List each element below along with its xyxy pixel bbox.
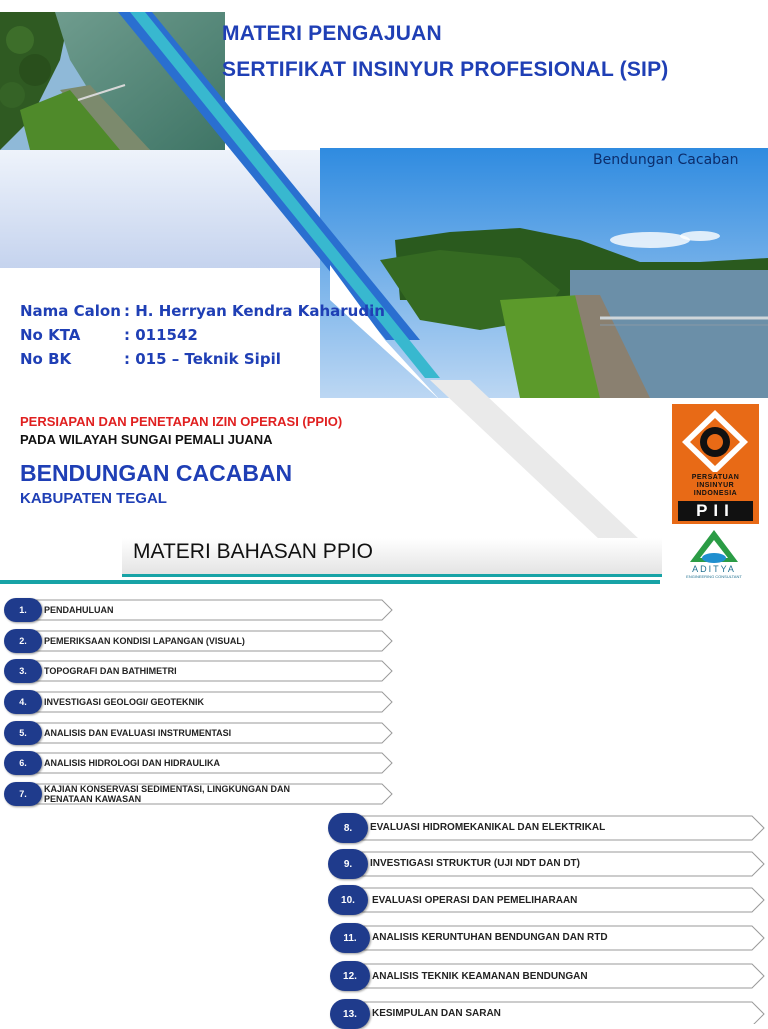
list-number: 10. xyxy=(328,885,368,915)
bk-label: No BK xyxy=(20,350,72,368)
list-item: EVALUASI HIDROMEKANIKAL DAN ELEKTRIKAL xyxy=(370,822,606,833)
list-item-line2: PENATAAN KAWASAN xyxy=(44,794,142,804)
aditya-brand: ADITYA xyxy=(692,564,736,574)
list-item: ANALISIS TEKNIK KEAMANAN BENDUNGAN xyxy=(372,971,588,982)
list-item: KAJIAN KONSERVASI SEDIMENTASI, LINGKUNGAN DAN xyxy=(44,784,291,794)
bk-value: : 015 – Teknik Sipil xyxy=(124,350,281,368)
list-number: 13. xyxy=(330,999,370,1029)
section-title: MATERI BAHASAN PPIO xyxy=(133,540,373,563)
list-item: KESIMPULAN DAN SARAN xyxy=(372,1008,501,1019)
list-number: 2. xyxy=(4,629,42,653)
aditya-brand-sub: ENGINEERING CONSULTANT xyxy=(686,574,742,579)
list-number: 12. xyxy=(330,961,370,991)
list-item: PEMERIKSAAN KONDISI LAPANGAN (VISUAL) xyxy=(44,636,245,646)
list-item: PENDAHULUAN xyxy=(44,605,114,615)
list-number: 7. xyxy=(4,782,42,806)
list-number: 4. xyxy=(4,690,42,714)
regency: KABUPATEN TEGAL xyxy=(20,490,167,507)
list-number: 9. xyxy=(328,849,368,879)
pii-line2: INSINYUR xyxy=(696,482,735,489)
list-item: ANALISIS KERUNTUHAN BENDUNGAN DAN RTD xyxy=(372,932,608,943)
pii-line1: PERSATUAN xyxy=(691,474,740,481)
name-value: : H. Herryan Kendra Kaharudin xyxy=(124,302,385,320)
list-item: INVESTIGASI GEOLOGI/ GEOTEKNIK xyxy=(44,697,205,707)
kta-label: No KTA xyxy=(20,326,81,344)
list-item: TOPOGRAFI DAN BATHIMETRI xyxy=(44,666,177,676)
title-line1: MATERI PENGAJUAN xyxy=(222,22,442,45)
list-item: INVESTIGASI STRUKTUR (UJI NDT DAN DT) xyxy=(370,858,580,869)
list-item: ANALISIS HIDROLOGI DAN HIDRAULIKA xyxy=(44,758,220,768)
list-item: ANALISIS DAN EVALUASI INSTRUMENTASI xyxy=(44,728,232,738)
pii-logo xyxy=(672,404,759,524)
kta-value: : 011542 xyxy=(124,326,198,344)
name-label: Nama Calon xyxy=(20,302,121,320)
title-line2: SERTIFIKAT INSINYUR PROFESIONAL (SIP) xyxy=(222,58,669,81)
pii-emblem-icon xyxy=(672,404,759,472)
pii-abbr: PII xyxy=(678,501,753,521)
dam-name: BENDUNGAN CACABAN xyxy=(20,460,293,486)
list-number: 1. xyxy=(4,598,42,622)
list-number: 5. xyxy=(4,721,42,745)
photo-caption: Bendungan Cacaban xyxy=(593,152,739,168)
list-number: 11. xyxy=(330,923,370,953)
list-number: 3. xyxy=(4,659,42,683)
project-line1: PERSIAPAN DAN PENETAPAN IZIN OPERASI (PPIO) xyxy=(20,414,343,429)
right-list-arrows xyxy=(330,810,768,1024)
section-divider xyxy=(0,580,660,584)
pii-line3: INDONESIA xyxy=(693,490,738,497)
list-number: 6. xyxy=(4,751,42,775)
list-item: EVALUASI OPERASI DAN PEMELIHARAAN xyxy=(372,895,578,906)
list-number: 8. xyxy=(328,813,368,843)
project-line2: PADA WILAYAH SUNGAI PEMALI JUANA xyxy=(20,432,273,447)
